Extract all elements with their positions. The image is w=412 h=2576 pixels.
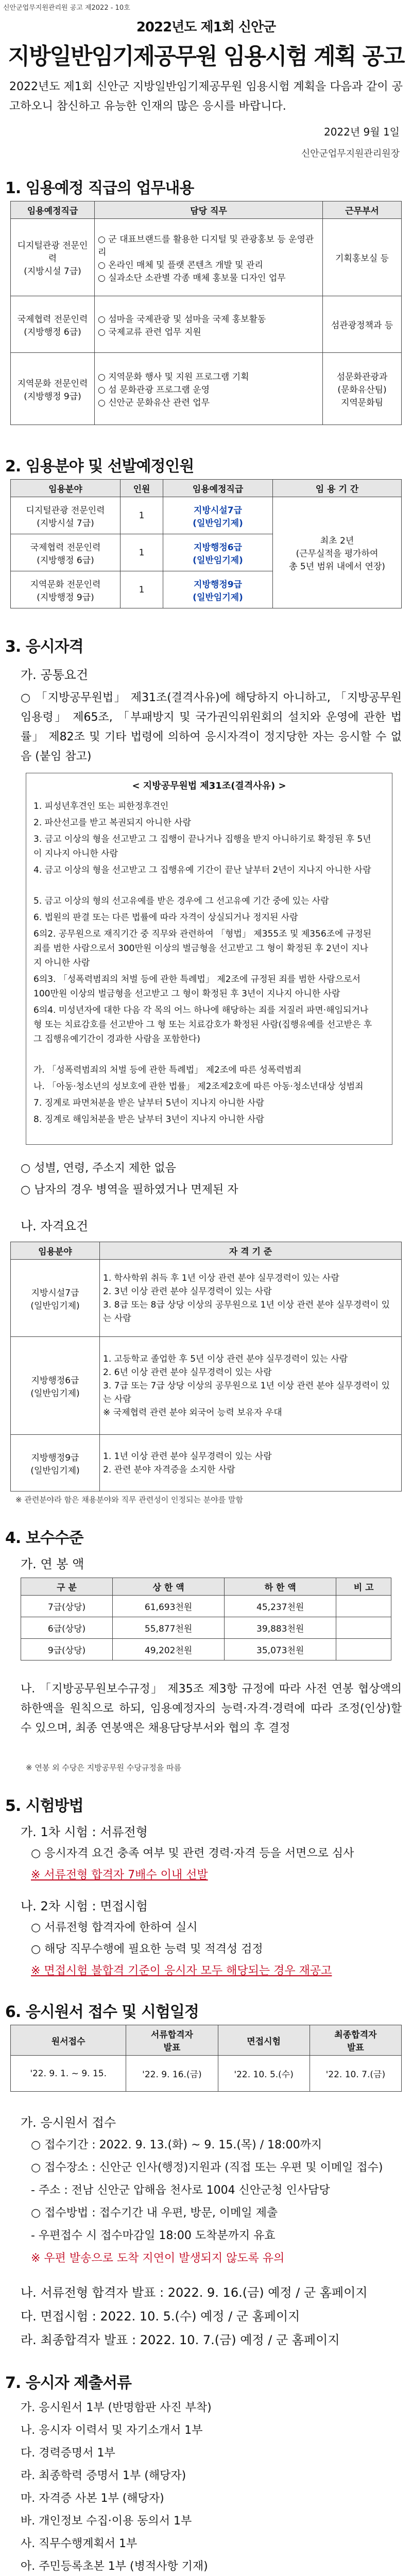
section-2-title: 2. 임용분야 및 선발예정인원 (5, 457, 194, 476)
duty-desc: ○ 섬마을 국제관광 및 섬마을 국제 홍보활동 ○ 국제교류 관련 업무 지원 (95, 296, 323, 353)
th-final: 최종합격자 발표 (310, 2025, 401, 2056)
s3-na-label: 나. 자격요건 (21, 1219, 89, 1233)
box-item: 7. 징계로 파면처분을 받은 날부터 5년이 지나지 아니한 사람 (33, 1098, 264, 1108)
salary-remark (336, 1639, 391, 1660)
section-4-title: 4. 보수수준 (5, 1529, 83, 1547)
recruit-field: 디지털관광 전문인력 (지방시설 7급) (11, 497, 121, 534)
th-duty: 담당 직무 (95, 201, 323, 219)
schedule-final: '22. 10. 7.(금) (310, 2056, 401, 2092)
th-grade: 임용예정직급 (11, 201, 95, 219)
salary-lower: 35,073천원 (225, 1639, 336, 1660)
notice-number: 신안군업무지원관리원 공고 제2022 - 10호 (3, 4, 130, 12)
th-doc-pass: 서류합격자 발표 (126, 2025, 218, 2056)
qual-note: ※ 관련분야라 함은 채용분야와 직무 관련성이 인정되는 분야를 말함 (15, 1495, 243, 1504)
s6-na: 나. 서류전형 합격자 발표 : 2022. 9. 16.(금) 예정 / 군 홈페이지 (21, 2285, 368, 2300)
salary-remark (336, 1617, 391, 1639)
box-item: 4. 금고 이상의 형을 선고받고 그 집행유예 기간이 끝난 날부터 2년이 지나지 아니한 사람 (33, 865, 371, 875)
salary-table (21, 1578, 391, 1660)
th-remark: 비 고 (336, 1578, 391, 1596)
s6-ga-label: 가. 응시원서 접수 (21, 2115, 116, 2130)
box-item: 1. 피성년후견인 또는 피한정후견인 (33, 801, 169, 811)
salary-remark (336, 1596, 391, 1617)
salary-grade: 9급(상당) (21, 1639, 113, 1660)
s6-ra: 라. 최종합격자 발표 : 2022. 10. 7.(금) 예정 / 군 홈페이지 (21, 2333, 340, 2347)
box-item: 5. 금고 이상의 형의 선고유예를 받은 경우에 그 선고유예 기간 중에 있는 사람 (33, 896, 329, 906)
th-count: 인원 (121, 480, 163, 497)
salary-upper: 61,693천원 (113, 1596, 225, 1617)
s5-step-2-line: ○ 해당 직무수행에 필요한 능력 및 적격성 검정 (31, 1943, 263, 1956)
th-grade: 임용예정직급 (163, 480, 273, 497)
th-field: 임용분야 (11, 1242, 100, 1260)
s6-da: 다. 면접시험 : 2022. 10. 5.(수) 예정 / 군 홈페이지 (21, 2309, 300, 2324)
s5-step-1-note: ※ 서류전형 합격자 7배수 이내 선발 (31, 1869, 208, 1882)
s4-na-note: ※ 연봉 외 수당은 지방공무원 수당규정을 따름 (26, 1763, 181, 1772)
s7-item: 아. 주민등록초본 1부 (병적사항 기재) (21, 2560, 208, 2573)
duty-desc: ○ 군 대표브랜드를 활용한 디지털 및 관광홍보 등 운영관리 ○ 온라인 매체 및 플랫 콘텐츠 개발 및 관리 ○ 실과소단 소관별 각종 매체 홍보물 디자인 업무 (95, 219, 323, 296)
th-receipt: 원서접수 (11, 2025, 126, 2056)
s5-step-2-note: ※ 면접시험 불합격 기준이 응시자 모두 해당되는 경우 재공고 (31, 1964, 332, 1977)
duty-dept: 섬문화관광과 (문화유산팀) 지역문화팀 (323, 353, 402, 425)
schedule-doc-pass: '22. 9. 16.(금) (126, 2056, 218, 2092)
duty-grade: 디지털관광 전문인력 (지방시설 7급) (11, 219, 95, 296)
th-dept: 근무부서 (323, 201, 402, 219)
recruit-grade: 지방행정6급 (일반임기제) (163, 534, 273, 571)
s4-na-text: 나. 「지방공무원보수규정」 제35조 제3항 규정에 따라 사전 연봉 협상액의 하한액을 원칙으로 하되, 임용예정자의 능력·자격·경력에 따라 조정(인상)할 수 있으며, 최종 연봉액은 채용담당부서와 협의 후 결정 (21, 1683, 402, 1735)
recruit-grade: 지방시설7급 (일반임기제) (163, 497, 273, 534)
section-6-title: 6. 응시원서 접수 및 시험일정 (5, 2003, 199, 2021)
s5-step-2-line: ○ 서류전형 합격자에 한하여 실시 (31, 1921, 198, 1934)
th-interview: 면접시험 (218, 2025, 310, 2056)
duty-dept: 기획홍보실 등 (323, 219, 402, 296)
th-upper: 상 한 액 (113, 1578, 225, 1596)
box-item: 가. 「성폭력범죄의 처벌 등에 관한 특례법」 제2조에 따른 성폭력범죄 (33, 1065, 302, 1075)
recruit-field: 국제협력 전문인력 (지방행정 6급) (11, 534, 121, 571)
th-field: 임용분야 (11, 480, 121, 497)
s3-ga-label: 가. 공통요건 (21, 668, 89, 682)
box-item: 6. 법원의 판결 또는 다른 법률에 따라 자격이 상실되거나 정지된 사람 (33, 912, 298, 923)
box-item: 6의2. 공무원으로 재직기간 중 직무와 관련하여 「형법」 제355조 및 제356조에 규정된 죄를 범한 사람으로서 300만원 이상의 벌금형을 선고받고 그 형이 확정된 후 2년이 지나지 아니한 사람 (33, 929, 372, 968)
qual-field: 지방행정6급 (일반임기제) (11, 1337, 100, 1435)
qual-field: 지방시설7급 (일반임기제) (11, 1260, 100, 1337)
duty-desc: ○ 지역문화 행사 및 지원 프로그램 기획 ○ 섬 문화관광 프로그램 운영 ○ 신안군 문화유산 관련 업무 (95, 353, 323, 425)
salary-grade: 6급(상당) (21, 1617, 113, 1639)
section-7-title: 7. 응시자 제출서류 (5, 2374, 132, 2392)
s3-ga-text: ○ 「지방공무원법」 제31조(결격사유)에 해당하지 아니하고, 「지방공무원임용령」 제65조, 「부패방지 및 국가권익위원회의 설치와 운영에 관한 법률」 제82조 및 기타 법령에 의하여 응시자격이 정지당한 자는 응시할 수 없음 (붙임 참고) (21, 691, 402, 763)
s6-ga-line: - 우편접수 시 접수마감일 18:00 도착분까지 유효 (31, 2229, 276, 2242)
s6-ga-line: - 주소 : 전남 신안군 압해읍 천사로 1004 신안군청 인사담당 (31, 2184, 330, 2197)
th-lower: 하 한 액 (225, 1578, 336, 1596)
qual-criteria: 1. 1년 이상 관련 분야 실무경력이 있는 사람 2. 관련 분야 자격증을 소지한 사람 (100, 1435, 402, 1492)
qualification-table (10, 1242, 402, 1492)
salary-grade: 7급(상당) (21, 1596, 113, 1617)
s5-step-2: 나. 2차 시험 : 면접시험 (21, 1899, 148, 1913)
schedule-interview: '22. 10. 5.(수) (218, 2056, 310, 2092)
duty-grade: 지역문화 전문인력 (지방행정 9급) (11, 353, 95, 425)
schedule-receipt: '22. 9. 1. ~ 9. 15. (11, 2056, 126, 2092)
box-item: 6의3. 「성폭력범죄의 처벌 등에 관한 특례법」 제2조에 규정된 죄를 범한 사람으로서 100만원 이상의 벌금형을 선고받고 그 형이 확정된 후 3년이 지나지 아니한 사람 (33, 974, 360, 999)
s7-item: 사. 직무수행계획서 1부 (21, 2537, 138, 2550)
notice-header (0, 16, 412, 71)
th-criteria: 자 격 기 준 (100, 1242, 402, 1260)
box-item: 8. 징계로 해임처분을 받은 날부터 3년이 지나지 아니한 사람 (33, 1114, 264, 1125)
qual-field: 지방행정9급 (일반임기제) (11, 1435, 100, 1492)
box-item: 나. 「아동·청소년의 성보호에 관한 법률」 제2조제2호에 따른 아동·청소년대상 성범죄 (33, 1081, 364, 1092)
section-3-title: 3. 응시자격 (5, 638, 83, 656)
notice-date: 2022년 9월 1일 (323, 126, 400, 138)
salary-lower: 45,237천원 (225, 1596, 336, 1617)
salary-upper: 55,877천원 (113, 1617, 225, 1639)
salary-upper: 49,202천원 (113, 1639, 225, 1660)
schedule-table (10, 2025, 402, 2092)
box-item: 6의4. 미성년자에 대한 다음 각 목의 어느 하나에 해당하는 죄를 저질러 파면·해임되거나 형 또는 치료감호를 선고받아 그 형 또는 치료감호가 확정된 사람(집행유예를 선고받은 후 그 집행유예기간이 경과한 사람을 포함한다) (33, 1005, 372, 1044)
duty-grade: 국제협력 전문인력 (지방행정 6급) (11, 296, 95, 353)
issuer: 신안군업무지원관리원장 (301, 148, 400, 159)
s7-item: 나. 응시자 이력서 및 자기소개서 1부 (21, 2424, 203, 2437)
s6-ga-line: ○ 접수방법 : 접수기간 내 우편, 방문, 이메일 제출 (31, 2207, 278, 2219)
recruit-period: 최초 2년 (근무실적을 평가하여 총 5년 범위 내에서 연장) (273, 497, 402, 608)
box-title: < 지방공무원법 제31조(결격사유) > (132, 781, 286, 791)
box-item: 2. 파산선고를 받고 복권되지 아니한 사람 (33, 818, 191, 828)
s6-ga-note: ※ 우편 발송으로 도착 지연이 발생되지 않도록 유의 (31, 2252, 285, 2265)
intro-paragraph: 2022년도 제1회 신안군 지방일반임기제공무원 임용시험 계획을 다음과 같이 공고하오니 참신하고 유능한 인재의 많은 응시를 바랍니다. (9, 80, 403, 113)
th-grade: 구 분 (21, 1578, 113, 1596)
th-period: 임 용 기 간 (273, 480, 402, 497)
notice-subtitle: 2022년도 제1회 신안군 (136, 20, 276, 35)
recruit-table (10, 479, 402, 608)
recruit-count: 1 (121, 534, 163, 571)
s5-step-1: 가. 1차 시험 : 서류전형 (21, 1825, 148, 1839)
s3-extra-1: ○ 성별, 연령, 주소지 제한 없음 (21, 1162, 176, 1175)
s7-item: 다. 경력증명서 1부 (21, 2447, 115, 2460)
s5-step-1-line: ○ 응시자격 요건 충족 여부 및 관련 경력·자격 등을 서면으로 심사 (31, 1847, 354, 1860)
s7-item: 라. 최종학력 증명서 1부 (해당자) (21, 2469, 186, 2482)
s7-item: 바. 개인정보 수집·이용 동의서 1부 (21, 2515, 192, 2528)
recruit-grade: 지방행정9급 (일반임기제) (163, 571, 273, 608)
recruit-field: 지역문화 전문인력 (지방행정 9급) (11, 571, 121, 608)
recruit-count: 1 (121, 497, 163, 534)
qual-criteria: 1. 학사학위 취득 후 1년 이상 관련 분야 실무경력이 있는 사람 2. 3년 이상 관련 분야 실무경력이 있는 사람 3. 8급 또는 8급 상당 이상의 공무원으로 1년 이상 관련 분야 실무경력이 있는 사람 (100, 1260, 402, 1337)
box-item: 3. 금고 이상의 형을 선고받고 그 집행이 끝나거나 집행을 받지 아니하기로 확정된 후 5년이 지나지 아니한 사람 (33, 834, 371, 859)
disqualification-box (26, 773, 392, 1145)
duty-dept: 섬관광정책과 등 (323, 296, 402, 353)
qual-criteria: 1. 고등학교 졸업한 후 5년 이상 관련 분야 실무경력이 있는 사람 2. 6년 이상 관련 분야 실무경력이 있는 사람 3. 7급 또는 7급 상당 이상의 공무원으로 1년 이상 관련 분야 실무경력이 있는 사람 ※ 국제협력 관련 분야 외국어 능력 보유자 우대 (100, 1337, 402, 1435)
salary-lower: 39,883천원 (225, 1617, 336, 1639)
s3-extra-2: ○ 남자의 경우 병역을 필하였거나 면제된 자 (21, 1183, 238, 1196)
section-1-title: 1. 임용예정 직급의 업무내용 (5, 179, 194, 197)
notice-title: 지방일반임기제공무원 임용시험 계획 공고 (8, 43, 404, 70)
s6-ga-line: ○ 접수장소 : 신안군 인사(행정)지원과 (직접 또는 우편 및 이메일 접수) (31, 2161, 383, 2174)
s6-ga-line: ○ 접수기간 : 2022. 9. 13.(화) ~ 9. 15.(목) / 18:00까지 (31, 2139, 322, 2151)
s7-item: 마. 자격증 사본 1부 (해당자) (21, 2492, 164, 2505)
section-5-title: 5. 시험방법 (5, 1797, 83, 1815)
recruit-count: 1 (121, 571, 163, 608)
duty-table (10, 201, 402, 425)
s7-item: 가. 응시원서 1부 (반명함판 사진 부착) (21, 2401, 212, 2414)
s4-ga-label: 가. 연 봉 액 (21, 1557, 84, 1571)
